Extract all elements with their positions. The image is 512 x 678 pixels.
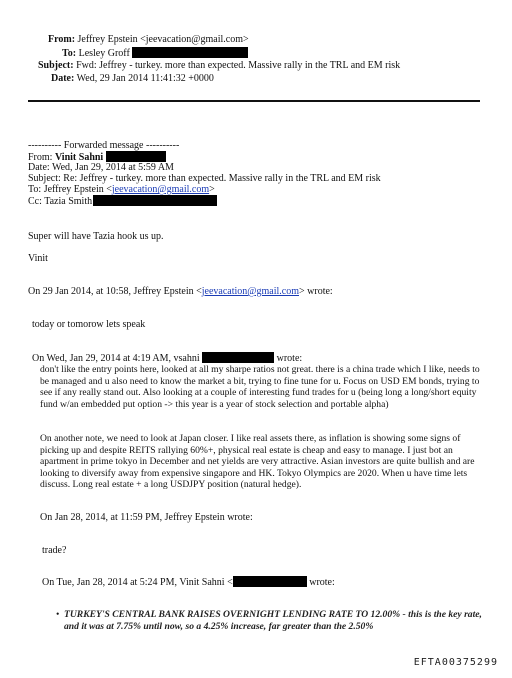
quote-header-prefix: On Wed, Jan 29, 2014 at 4:19 AM, vsahni [32, 353, 200, 364]
body-line: Super will have Tazia hook us up. [28, 231, 164, 242]
quote-header-suffix: wrote: [276, 353, 303, 364]
header-to-label: To: [62, 48, 77, 59]
header-divider [28, 100, 480, 102]
header-subject [38, 60, 400, 72]
message-paragraph: On another note, we need to look at Japan closer. I like real assets there, as inflation is showing some signs of picking up and despite REITS rallying 60%+, physical real estate is cheap and easy to manage. I just bot an apartment in prime tokyo in December and net yields are very attractive. Asian investors are quite bullish and are looking to diversify away from expensive singapore and HK. Tokyo Olympics are 2020. When u have time lets discuss. Long real estate + a long USDJPY position (natural hedge). [40, 433, 475, 491]
forwarded-cc-value: Cc: Tazia Smith [28, 196, 93, 207]
redaction-bar [106, 151, 166, 162]
body-signature: Vinit [28, 253, 48, 264]
redaction-bar [233, 576, 307, 587]
quote-header-prefix: On 29 Jan 2014, at 10:58, Jeffrey Epstein < [28, 286, 202, 297]
header-to [62, 47, 248, 60]
header-from-value: Jeffrey Epstein <jeevacation@gmail.com> [77, 34, 249, 45]
forwarded-to-suffix: > [209, 184, 215, 195]
message-paragraph: don't like the entry points here, looked at all my sharpe ratios not great. there is a china trade which I like, needs to be managed and u also need to know the market a bit, trying to fine tune for u. Focus on USD EM bonds, trying to see if any really stand out. Also looking at a couple of interesting fund trades for u (being long a long/short equity fund w/an embedded put option -> this year is a year of stock selection and portable alpha) [40, 364, 480, 410]
header-date-label: Date: [51, 73, 75, 84]
document-id: EFTA00375299 [413, 657, 498, 668]
forwarded-to-prefix: To: Jeffrey Epstein < [28, 184, 112, 195]
forwarded-marker: ---------- Forwarded message ---------- [28, 140, 180, 151]
bullet-item [56, 609, 484, 633]
forwarded-from-label: From: [28, 152, 53, 163]
redaction-bar [132, 47, 248, 58]
header-date [51, 73, 214, 85]
bullet-text: TURKEY'S CENTRAL BANK RAISES OVERNIGHT LENDING RATE TO 12.00% - this is the key rate, and it was at 7.75% until now, so a 4.25% increase, far greater than the 2.50% [64, 609, 482, 632]
redaction-bar [202, 352, 274, 363]
forwarded-subject: Subject: Re: Jeffrey - turkey. more than expected. Massive rally in the TRL and EM risk [28, 173, 381, 184]
header-subject-label: Subject: [38, 60, 74, 71]
reply-text: today or tomorow lets speak [32, 319, 146, 330]
quote-header [42, 576, 335, 589]
forwarded-from-name: Vinit Sahni [54, 152, 104, 163]
reply-text: trade? [42, 545, 67, 556]
header-from-label: From: [48, 34, 76, 45]
quote-header-suffix: wrote: [309, 577, 335, 588]
redaction-bar [93, 195, 217, 206]
forwarded-cc [28, 195, 217, 208]
header-from [48, 34, 249, 46]
quote-header: On Jan 28, 2014, at 11:59 PM, Jeffrey Epstein wrote: [40, 512, 253, 523]
quote-header-prefix: On Tue, Jan 28, 2014 at 5:24 PM, Vinit Sahni < [42, 577, 233, 588]
quote-header-suffix: > wrote: [299, 286, 333, 297]
header-to-value: Lesley Groff [78, 48, 130, 59]
header-date-value: Wed, 29 Jan 2014 11:41:32 +0000 [76, 73, 214, 84]
forwarded-to-email-link[interactable]: jeevacation@gmail.com [111, 184, 210, 195]
header-subject-value: Fwd: Jeffrey - turkey. more than expected. Massive rally in the TRL and EM risk [76, 60, 401, 71]
quote-header [28, 286, 333, 298]
forwarded-date: Date: Wed, Jan 29, 2014 at 5:59 AM [28, 162, 174, 173]
quote-email-link[interactable]: jeevacation@gmail.com [201, 286, 299, 297]
bullet-marker: • [56, 609, 60, 620]
